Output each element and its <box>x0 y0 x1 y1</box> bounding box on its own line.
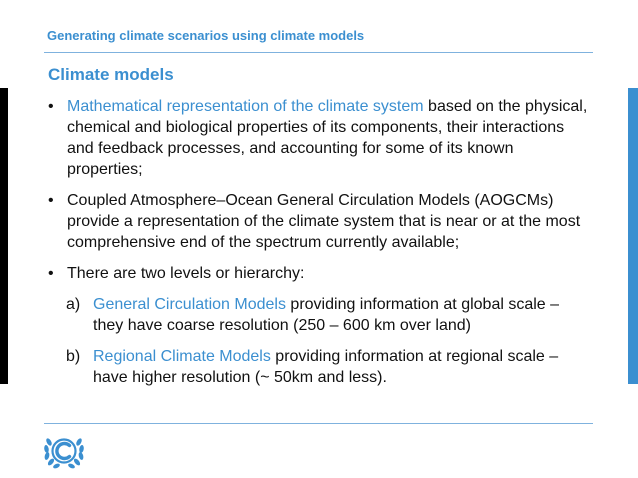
sub-item <box>48 346 593 388</box>
sub-item-highlight: General Circulation Models <box>93 296 286 313</box>
bullet-text: Coupled Atmosphere–Ocean General Circulation Models (AOGCMs) provide a representation of the climate system that is near or at the most comprehensive end of the spectrum currently available; <box>67 192 581 251</box>
sub-item-highlight: Regional Climate Models <box>93 348 271 365</box>
footer-divider <box>44 423 593 424</box>
right-edge-bar <box>628 88 638 384</box>
bullet-item <box>48 96 593 180</box>
left-edge-bar <box>0 88 8 384</box>
sub-item-mark: a) <box>66 296 81 313</box>
page-header-title: Generating climate scenarios using climate models <box>47 28 365 43</box>
bullet-item <box>48 263 593 284</box>
bullet-highlight: Mathematical representation of the climate system <box>67 98 424 115</box>
bullet-item <box>48 190 593 253</box>
sub-item-text: providing information at regional scale – have higher resolution (~ 50km and less). <box>93 348 559 386</box>
bullet-text: There are two levels or hierarchy: <box>67 265 305 282</box>
slide-heading: Climate models <box>48 65 174 84</box>
bullet-mark: • <box>48 265 54 282</box>
sub-item <box>48 294 593 336</box>
unfccc-logo-icon <box>42 430 86 470</box>
header-divider <box>44 52 593 53</box>
bullet-mark: • <box>48 98 54 115</box>
sub-item-mark: b) <box>66 348 81 365</box>
slide-body <box>48 96 593 398</box>
bullet-text: based on the physical, chemical and biological properties of its components, their interactions and feedback processes, and accounting for some of its known properties; <box>67 98 588 178</box>
sub-item-text: providing information at global scale – they have coarse resolution (250 – 600 km over land) <box>93 296 560 334</box>
bullet-mark: • <box>48 192 54 209</box>
